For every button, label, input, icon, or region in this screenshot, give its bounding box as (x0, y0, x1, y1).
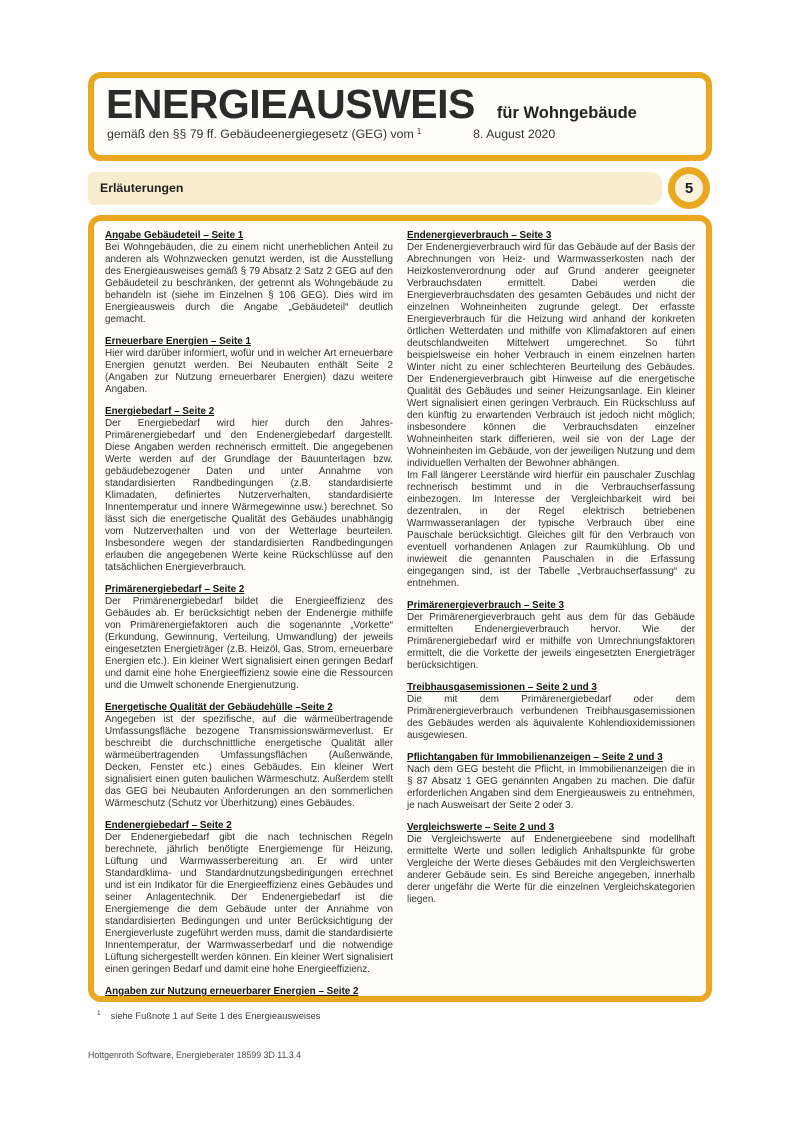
page-number: 5 (684, 179, 694, 197)
section-heading: Energiebedarf – Seite 2 (105, 406, 215, 417)
section-energiebedarf (105, 406, 393, 574)
section-heading: Vergleichswerte – Seite 2 und 3 (407, 822, 555, 833)
footnote-text: siehe Fußnote 1 auf Seite 1 des Energieausweises (110, 1011, 321, 1022)
section-band (88, 172, 662, 205)
section-body: Bei Wohngebäuden, die zu einem nicht unerheblichen Anteil zu anderen als Wohnzwecken genutzt werden, ist die Ausstellung des Energieausweises gemäß § 79 Absatz 2 Satz 2 GEG auf den Gebäudeteil zu beschränken, der getrennt als Wohngebäude zu behandeln ist (siehe im Einzelnen § 106 GEG). Dies wird im Energieausweis durch die Angabe „Gebäudeteil“ deutlich gemacht. (105, 242, 393, 325)
section-body (105, 998, 393, 1002)
section-nutzung-erneuerbarer-energien (105, 986, 393, 1002)
section-energetische-qualitaet (105, 702, 393, 810)
section-body: Der Endenergieverbrauch wird für das Gebäude auf der Basis der Abrechnungen von Heiz- und Warmwasserkosten nach der Heizkostenverordnung oder auf Grund anderer geeigneter Verbrauchsdaten ermittelt. Dabei werden die Energieverbrauchsdaten des gesamten Gebäudes und nicht der einzelnen Wohneinheiten zugrunde gelegt. Der erfasste Energieverbrauch für die Heizung wird anhand der konkreten örtlichen Wetterdaten und mithilfe von Klimafaktoren auf einen deutschlandweiten Mittelwert umgerechnet. So führt beispielsweise ein hoher Verbrauch in einem einzelnen harten Winter nicht zu einer schlechteren Beurteilung des Gebäudes. Der Endenergieverbrauch gibt Hinweise auf die energetische Qualität des Gebäudes und seiner Heizungsanlage. Ein kleiner Wert signalisiert einen geringen Verbrauch. Ein Rückschluss auf den künftig zu erwartenden Verbrauch ist jedoch nicht möglich; insbesondere können die Verbrauchsdaten einzelner Wohneinheiten stark differieren, weil sie von der Lage der Wohneinheiten im Gebäude, von der jeweiligen Nutzung und dem individuellen Verhalten der Bewohner abhängen. (407, 242, 695, 469)
section-vergleichswerte (407, 822, 695, 906)
software-credit: Hottgenroth Software, Energieberater 18599 3D 11.3.4 (88, 1050, 302, 1060)
section-body: Angegeben ist der spezifische, auf die wärmeübertragende Umfassungsfläche bezogene Transmissionswärmeverlust. Er beschreibt die durchschnittliche energetische Qualität aller wärmeübertragenden Umfassungsflächen (Außenwände, Decken, Fenster etc.) eines Gebäudes. Ein kleiner Wert signalisiert einen guten baulichen Wärmeschutz. Außerdem stellt das GEG bei Neubauten Anforderungen an den sommerlichen Wärmeschutz (Schutz vor Überhitzung) eines Gebäudes. (105, 714, 393, 809)
right-column (407, 230, 695, 990)
section-heading: Endenergiebedarf – Seite 2 (105, 820, 232, 831)
section-band-label: Erläuterungen (100, 181, 184, 195)
footnote (97, 1010, 320, 1021)
section-heading: Angabe Gebäudeteil – Seite 1 (105, 230, 244, 241)
section-body: Hier wird darüber informiert, wofür und in welcher Art erneuerbare Energien genutzt werden. Bei Neubauten enthält Seite 2 (Angaben zur Nutzung erneuerbarer Energien) dazu weitere Angaben. (105, 348, 393, 395)
section-angabe-gebaeudeteil (105, 230, 393, 326)
section-heading: Treibhausgasemissionen – Seite 2 und 3 (407, 682, 597, 693)
section-heading: Pflichtangaben für Immobilienanzeigen – Seite 2 und 3 (407, 752, 663, 763)
content-box (88, 215, 712, 1002)
section-heading: Angaben zur Nutzung erneuerbarer Energien – Seite 2 (105, 986, 359, 997)
section-heading: Endenergieverbrauch – Seite 3 (407, 230, 552, 241)
section-primaerenergieverbrauch (407, 600, 695, 672)
left-column (105, 230, 393, 997)
title-row (94, 78, 706, 126)
footnote-marker: 1 (97, 1010, 101, 1017)
section-body: Der Endenergiebedarf gibt die nach technischen Regeln berechnete, jährlich benötigte Energiemenge für Heizung, Lüftung und Warmwasserbereitung an. Er wird unter Standardklima- und Standardnutzungsbedingungen errechnet und ist ein Indikator für die Energieeffizienz eines Gebäudes und seiner Anlagentechnik. Der Endenergiebedarf ist die Energiemenge die dem Gebäude unter der Annahme von standardisierten Bedingungen und unter Berücksichtigung der Energieverluste zugeführt werden muss, damit die standardisierte Innentemperatur, der Warmwasserbedarf und die notwendige Lüftung sichergestellt werden können. Ein kleiner Wert signalisiert einen geringen Bedarf und damit eine hohe Energieeffizienz. (105, 832, 393, 975)
section-pflichtangaben (407, 752, 695, 812)
section-heading: Primärenergieverbrauch – Seite 3 (407, 600, 564, 611)
section-treibhausgasemissionen (407, 682, 695, 742)
section-body-continued: Im Fall längerer Leerstände wird hierfür ein pauschaler Zuschlag rechnerisch bestimmt und in die Verbrauchserfassung einbezogen. Im Interesse der Vergleichbarkeit wird bei dezentralen, in der Regel elektrisch betriebenen Warmwasseranlagen der typische Verbrauch über eine Pauschale berücksichtigt. Gleiches gilt für den Verbrauch von eventuell vorhandenen Anlagen zur Raumkühlung. Ob und inwieweit die genannten Pauschalen in die Erfassung eingegangen sind, ist der Tabelle „Verbrauchserfassung“ zu entnehmen. (407, 470, 695, 589)
header-box (88, 72, 712, 161)
section-heading: Energetische Qualität der Gebäudehülle –Seite 2 (105, 702, 333, 713)
section-body: Nach dem GEG besteht die Pflicht, in Immobilienanzeigen die in § 87 Absatz 1 GEG genannten Angaben zu machen. Die dafür erforderlichen Angaben sind dem Energieausweis zu entnehmen, je nach Ausweisart der Seite 2 oder 3. (407, 764, 695, 811)
section-heading: Erneuerbare Energien – Seite 1 (105, 336, 251, 347)
document-date: 8. August 2020 (473, 127, 556, 142)
section-heading: Primärenergiebedarf – Seite 2 (105, 584, 245, 595)
section-body: Die Vergleichswerte auf Endenergieebene sind modellhaft ermittelte Werte und sollen lediglich Anhaltspunkte für grobe Vergleiche der Werte dieses Gebäudes mit den Vergleichswerten anderer Gebäude sein. Es sind Bereiche angegeben, innerhalb derer ungefähr die Werte für die einzelnen Vergleichskategorien liegen. (407, 834, 695, 905)
subtitle-text: gemäß den §§ 79 ff. Gebäudeenergiegesetz (GEG) vom (107, 127, 414, 142)
document-title: ENERGIEAUSWEIS (106, 81, 475, 127)
section-body: Der Primärenergiebedarf bildet die Energieeffizienz des Gebäudes ab. Er berücksichtigt neben der Endenergie mithilfe von Primärenergiefaktoren auch die sogenannte „Vorkette“ (Erkundung, Gewinnung, Verteilung, Umwandlung) der jeweils eingesetzten Energieträger (z.B. Heizöl, Gas, Strom, erneuerbare Energien etc.). Ein kleiner Wert signalisiert einen geringen Bedarf und damit eine hohe Energieeffizienz sowie eine die Ressourcen und die Umwelt schonende Energienutzung. (105, 596, 393, 691)
section-body: Die mit dem Primärenergiebedarf oder dem Primärenergieverbrauch verbundenen Treibhausgasemissionen des Gebäudes werden als äquivalente Kohlendioxidemissionen ausgewiesen. (407, 694, 695, 741)
document-subtitle (94, 126, 706, 141)
section-erneuerbare-energien (105, 336, 393, 396)
section-body: Der Energiebedarf wird hier durch den Jahres-Primärenergiebedarf und den Endenergiebedarf dargestellt. Diese Angaben werden rechnerisch ermittelt. Die angegebenen Werte werden auf der Grundlage der Bauunterlagen bzw. gebäudebezogener Daten und unter Annahme von standardisierten Randbedingungen (z.B. standardisierte Klimadaten, definiertes Nutzerverhalten, standardisierte Innentemperatur und innere Wärmegewinne usw.) berechnet. So lässt sich die energetische Qualität des Gebäudes unabhängig vom Nutzerverhalten und von der Wetterlage beurteilen. Insbesondere wegen der standardisierten Randbedingungen erlauben die angegebenen Werte keine Rückschlüsse auf den tatsächlichen Energieverbrauch. (105, 418, 393, 573)
subtitle-footnote-marker: 1 (416, 127, 422, 137)
section-primaerenergiebedarf (105, 584, 393, 692)
section-body: Der Primärenergieverbrauch geht aus dem für das Gebäude ermittelten Endenergieverbrauch hervor. Wie der Primärenergiebedarf wird er mithilfe von Umrechnungsfaktoren ermittelt, die die Vorkette der jeweils eingesetzten Energieträger berücksichtigen. (407, 612, 695, 671)
section-endenergiebedarf (105, 820, 393, 976)
document-title-suffix: für Wohngebäude (496, 104, 637, 122)
page-number-badge (668, 167, 710, 209)
section-endenergieverbrauch (407, 230, 695, 590)
